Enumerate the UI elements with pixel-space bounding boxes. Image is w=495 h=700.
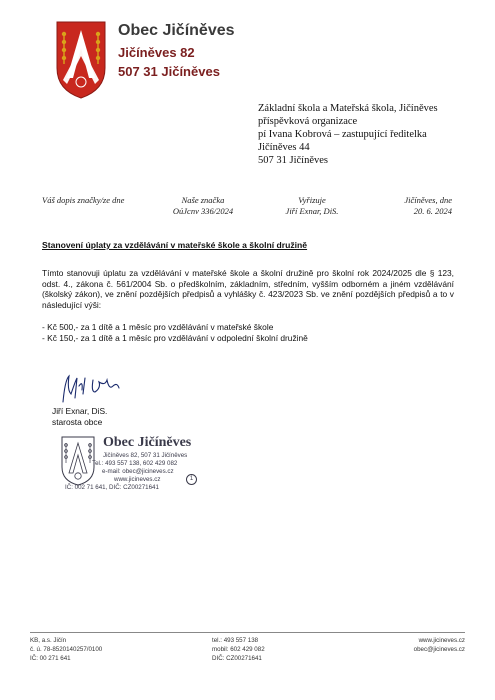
recipient-line: příspěvková organizace	[258, 116, 358, 127]
our-ref-value: OúJcnv 336/2024	[172, 206, 234, 216]
letter-subject: Stanovení úplaty za vzdělávání v mateřské škole a školní družině	[42, 240, 308, 250]
stamp-web: www.jicineves.cz	[114, 476, 161, 483]
signer-role: starosta obce	[52, 417, 103, 427]
footer-bank: KB, a.s. Jičín	[30, 637, 67, 644]
fee-item-kindergarten: - Kč 500,- za 1 dítě a 1 měsíc pro vzdělávání v mateřské škole	[42, 322, 274, 332]
your-letter-label: Váš dopis značky/ze dne	[42, 195, 125, 205]
stamp-ids: IČ: 002 71 641, DIČ: CZ00271641	[65, 484, 159, 491]
stamp-email: e-mail: obec@jicineves.cz	[102, 468, 174, 475]
footer-contact-info	[212, 636, 265, 663]
handled-by-value: Jiří Exnar, DiS.	[285, 206, 339, 216]
municipality-title: Obec Jičíněves	[118, 22, 235, 39]
stamp-title: Obec Jičíněves	[103, 435, 192, 450]
stamp-address: Jičíněves 82, 507 31 Jičíněves	[103, 452, 188, 459]
footer-web: www.jicineves.cz	[418, 637, 465, 644]
our-ref	[168, 195, 238, 217]
place-date	[382, 195, 452, 217]
handled-by-label: Vyřizuje	[298, 195, 326, 205]
footer-email: obec@jicineves.cz	[413, 646, 465, 653]
recipient-line: pí Ivana Kobrová – zastupující ředitelka	[258, 129, 427, 140]
recipient-address	[258, 102, 438, 167]
recipient-line: Základní škola a Mateřská škola, Jičíněves	[258, 103, 438, 114]
your-letter-ref	[42, 195, 124, 206]
stamp-phone: Tel.: 493 557 138, 602 429 082	[92, 460, 178, 467]
signer-block	[52, 406, 107, 428]
footer-mobile: mobil: 602 429 082	[212, 646, 265, 653]
coat-of-arms-icon	[55, 20, 107, 100]
fee-item-after-school: - Kč 150,- za 1 dítě a 1 měsíc pro vzdělávání v odpolední školní družině	[42, 333, 308, 343]
footer-bank-info	[30, 636, 102, 663]
signer-name: Jiří Exnar, DiS.	[52, 406, 108, 416]
municipality-address-line1: Jičíněves 82	[118, 45, 195, 60]
municipality-address-line2: 507 31 Jičíněves	[118, 64, 220, 79]
footer-web-info	[370, 636, 465, 654]
recipient-line: 507 31 Jičíněves	[258, 155, 328, 166]
stamp-number: 1	[186, 474, 197, 485]
letter-body: Tímto stanovuji úplatu za vzdělávání v mateřské škole a školní družině pro školní rok 2024/2025 dle § 123, odst. 4., zákona č. 561/2004 Sb. o předškolním, základním, středním, vyšším odborném a jiném vzdělávání (školský zákon), ve znění pozdějších předpisů a vyhlášky č. 423/2023 Sb. ve znění pozdějších předpisů a to v následující výši:	[42, 268, 454, 310]
footer-divider	[30, 632, 465, 633]
our-ref-label: Naše značka	[181, 195, 225, 205]
handwritten-signature	[55, 372, 125, 408]
handled-by	[272, 195, 352, 217]
stamp-emblem-icon	[60, 435, 96, 487]
footer-tel: tel.: 493 557 138	[212, 637, 259, 644]
date-value: 20. 6. 2024	[413, 206, 452, 216]
footer-ic: IČ: 00 271 641	[30, 655, 71, 662]
footer-account: č. ú. 78-8520140257/0100	[30, 646, 103, 653]
recipient-line: Jičíněves 44	[258, 142, 310, 153]
place-date-label: Jičíněves, dne	[404, 195, 452, 205]
footer-dic: DIČ: CZ00271641	[212, 655, 262, 662]
